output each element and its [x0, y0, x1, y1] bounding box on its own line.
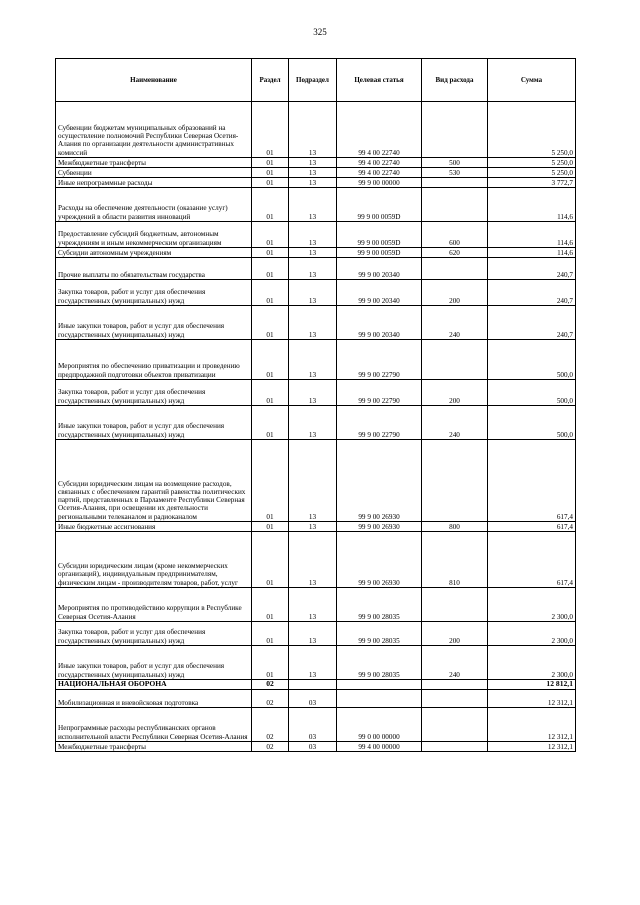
cell-section: 02 [252, 742, 289, 752]
cell-section: 01 [252, 522, 289, 532]
cell-section: 02 [252, 680, 289, 690]
cell-sum: 500,0 [488, 340, 576, 380]
cell-subsection: 13 [289, 306, 337, 340]
cell-expense: 200 [422, 622, 488, 646]
cell-target: 99 9 00 28035 [337, 588, 422, 622]
cell-subsection: 13 [289, 588, 337, 622]
cell-target: 99 4 00 22740 [337, 102, 422, 158]
cell-target: 99 9 00 0059D [337, 248, 422, 258]
table-row [56, 742, 576, 752]
cell-section: 01 [252, 158, 289, 168]
table-row [56, 646, 576, 680]
cell-section: 01 [252, 532, 289, 588]
cell-subsection: 03 [289, 708, 337, 742]
cell-target: 99 9 00 26930 [337, 532, 422, 588]
cell-target [337, 690, 422, 708]
cell-name: Межбюджетные трансферты [56, 158, 252, 168]
cell-target: 99 4 00 22740 [337, 158, 422, 168]
cell-name: Субсидии автономным учреждениям [56, 248, 252, 258]
cell-sum: 617,4 [488, 440, 576, 522]
cell-name: Мероприятия по противодействию коррупции в Республике Северная Осетия-Алания [56, 588, 252, 622]
cell-expense: 600 [422, 222, 488, 248]
table-row [56, 306, 576, 340]
budget-table [55, 58, 576, 752]
cell-section: 02 [252, 708, 289, 742]
cell-target: 99 0 00 00000 [337, 708, 422, 742]
cell-target: 99 9 00 28035 [337, 646, 422, 680]
table-row [56, 406, 576, 440]
cell-section: 01 [252, 280, 289, 306]
cell-sum: 12 812,1 [488, 680, 576, 690]
cell-subsection: 13 [289, 158, 337, 168]
cell-sum: 617,4 [488, 532, 576, 588]
cell-sum: 114,6 [488, 248, 576, 258]
cell-name: Иные непрограммные расходы [56, 178, 252, 188]
cell-sum: 2 300,0 [488, 622, 576, 646]
cell-sum: 2 300,0 [488, 588, 576, 622]
cell-sum: 12 312,1 [488, 742, 576, 752]
table-row [56, 188, 576, 222]
header-sum: Сумма [488, 59, 576, 102]
cell-section: 01 [252, 178, 289, 188]
cell-expense: 810 [422, 532, 488, 588]
table-header-row [56, 59, 576, 102]
cell-expense [422, 258, 488, 280]
cell-target: 99 9 00 00000 [337, 178, 422, 188]
cell-subsection: 13 [289, 222, 337, 248]
cell-subsection: 03 [289, 742, 337, 752]
cell-section: 02 [252, 690, 289, 708]
cell-target: 99 9 00 22790 [337, 340, 422, 380]
cell-name: Мероприятия по обеспечению приватизации и проведению предпродажной подготовки объектов приватизации [56, 340, 252, 380]
header-expense: Вид расхода [422, 59, 488, 102]
cell-section: 01 [252, 222, 289, 248]
cell-target: 99 9 00 20340 [337, 258, 422, 280]
cell-expense [422, 440, 488, 522]
cell-expense [422, 588, 488, 622]
table-row [56, 158, 576, 168]
cell-expense [422, 690, 488, 708]
cell-name: Иные закупки товаров, работ и услуг для обеспечения государственных (муниципальных) нужд [56, 406, 252, 440]
header-section: Раздел [252, 59, 289, 102]
cell-section: 01 [252, 306, 289, 340]
cell-target: 99 9 00 20340 [337, 306, 422, 340]
cell-expense: 200 [422, 280, 488, 306]
cell-subsection: 13 [289, 440, 337, 522]
cell-subsection: 13 [289, 380, 337, 406]
cell-name: Закупка товаров, работ и услуг для обеспечения государственных (муниципальных) нужд [56, 622, 252, 646]
cell-name: Мобилизационная и вневойсковая подготовка [56, 690, 252, 708]
cell-sum: 500,0 [488, 406, 576, 440]
cell-sum: 5 250,0 [488, 168, 576, 178]
cell-expense: 800 [422, 522, 488, 532]
cell-section: 01 [252, 406, 289, 440]
cell-target [337, 680, 422, 690]
cell-subsection: 13 [289, 522, 337, 532]
cell-section: 01 [252, 646, 289, 680]
table-row [56, 102, 576, 158]
cell-expense: 240 [422, 646, 488, 680]
cell-expense: 240 [422, 306, 488, 340]
cell-subsection: 13 [289, 622, 337, 646]
cell-name: Предоставление субсидий бюджетным, автономным учреждениям и иным некоммерческим организациям [56, 222, 252, 248]
cell-name: Субсидии юридическим лицам (кроме некоммерческих организаций), индивидуальным предпринимателям, физическим лицам - производителям товаров, работ, услуг [56, 532, 252, 588]
cell-target: 99 9 00 0059D [337, 222, 422, 248]
cell-sum: 500,0 [488, 380, 576, 406]
cell-expense [422, 340, 488, 380]
cell-expense [422, 742, 488, 752]
cell-name: Иные бюджетные ассигнования [56, 522, 252, 532]
table-row [56, 178, 576, 188]
table-row [56, 248, 576, 258]
cell-name: Прочие выплаты по обязательствам государства [56, 258, 252, 280]
cell-expense [422, 188, 488, 222]
cell-expense: 200 [422, 380, 488, 406]
cell-sum: 114,6 [488, 222, 576, 248]
table-row [56, 222, 576, 248]
cell-name: Расходы на обеспечение деятельности (оказание услуг) учреждений в области развития инноваций [56, 188, 252, 222]
cell-subsection: 03 [289, 690, 337, 708]
table-row [56, 380, 576, 406]
cell-name: Иные закупки товаров, работ и услуг для обеспечения государственных (муниципальных) нужд [56, 646, 252, 680]
cell-subsection: 13 [289, 258, 337, 280]
cell-name: Субсидии юридическим лицам на возмещение расходов, связанных с обеспечением гарантий равенства политических партий, представленных в Парламенте Республики Северная Осетия-Алания, при освещении их деятельности региональными телеканалом и радиоканалом [56, 440, 252, 522]
cell-target: 99 9 00 26930 [337, 440, 422, 522]
cell-target: 99 9 00 22790 [337, 406, 422, 440]
cell-section: 01 [252, 188, 289, 222]
cell-sum: 617,4 [488, 522, 576, 532]
table-row [56, 690, 576, 708]
table-row [56, 532, 576, 588]
cell-target: 99 4 00 00000 [337, 742, 422, 752]
table-row [56, 588, 576, 622]
cell-section: 01 [252, 380, 289, 406]
cell-section: 01 [252, 622, 289, 646]
table-row [56, 680, 576, 690]
page-number: 325 [313, 27, 327, 37]
cell-sum: 12 312,1 [488, 690, 576, 708]
cell-name: Закупка товаров, работ и услуг для обеспечения государственных (муниципальных) нужд [56, 380, 252, 406]
cell-expense: 240 [422, 406, 488, 440]
cell-target: 99 4 00 22740 [337, 168, 422, 178]
cell-name: НАЦИОНАЛЬНАЯ ОБОРОНА [56, 680, 252, 690]
cell-sum: 240,7 [488, 280, 576, 306]
cell-subsection: 13 [289, 248, 337, 258]
cell-target: 99 9 00 0059D [337, 188, 422, 222]
cell-section: 01 [252, 440, 289, 522]
table-row [56, 440, 576, 522]
cell-expense: 500 [422, 158, 488, 168]
cell-subsection: 13 [289, 340, 337, 380]
cell-subsection: 13 [289, 188, 337, 222]
cell-sum: 5 250,0 [488, 102, 576, 158]
cell-subsection: 13 [289, 280, 337, 306]
cell-section: 01 [252, 588, 289, 622]
cell-expense: 620 [422, 248, 488, 258]
header-target: Целевая статья [337, 59, 422, 102]
cell-expense [422, 178, 488, 188]
cell-expense [422, 708, 488, 742]
cell-sum: 3 772,7 [488, 178, 576, 188]
cell-expense [422, 680, 488, 690]
cell-subsection: 13 [289, 532, 337, 588]
cell-sum: 240,7 [488, 306, 576, 340]
cell-subsection: 13 [289, 406, 337, 440]
cell-name: Субвенции бюджетам муниципальных образований на осуществление полномочий Республики Северная Осетия-Алания по организации деятельности административных комиссий [56, 102, 252, 158]
header-subsection: Подраздел [289, 59, 337, 102]
cell-name: Межбюджетные трансферты [56, 742, 252, 752]
cell-subsection: 13 [289, 102, 337, 158]
cell-sum: 5 250,0 [488, 158, 576, 168]
cell-subsection [289, 680, 337, 690]
cell-sum: 114,6 [488, 188, 576, 222]
table-row [56, 340, 576, 380]
cell-section: 01 [252, 258, 289, 280]
cell-sum: 2 300,0 [488, 646, 576, 680]
cell-name: Субвенции [56, 168, 252, 178]
cell-section: 01 [252, 248, 289, 258]
header-name: Наименование [56, 59, 252, 102]
cell-target: 99 9 00 20340 [337, 280, 422, 306]
cell-section: 01 [252, 102, 289, 158]
cell-subsection: 13 [289, 646, 337, 680]
cell-name: Непрограммные расходы республиканских органов исполнительной власти Республики Северная Осетия-Алания [56, 708, 252, 742]
table-row [56, 522, 576, 532]
cell-section: 01 [252, 168, 289, 178]
table-row [56, 258, 576, 280]
cell-sum: 12 312,1 [488, 708, 576, 742]
cell-subsection: 13 [289, 168, 337, 178]
cell-section: 01 [252, 340, 289, 380]
cell-name: Закупка товаров, работ и услуг для обеспечения государственных (муниципальных) нужд [56, 280, 252, 306]
table-row [56, 168, 576, 178]
cell-expense [422, 102, 488, 158]
table-row [56, 708, 576, 742]
cell-subsection: 13 [289, 178, 337, 188]
cell-target: 99 9 00 22790 [337, 380, 422, 406]
cell-target: 99 9 00 28035 [337, 622, 422, 646]
cell-name: Иные закупки товаров, работ и услуг для обеспечения государственных (муниципальных) нужд [56, 306, 252, 340]
cell-target: 99 9 00 26930 [337, 522, 422, 532]
cell-expense: 530 [422, 168, 488, 178]
table-row [56, 280, 576, 306]
cell-sum: 240,7 [488, 258, 576, 280]
table-row [56, 622, 576, 646]
